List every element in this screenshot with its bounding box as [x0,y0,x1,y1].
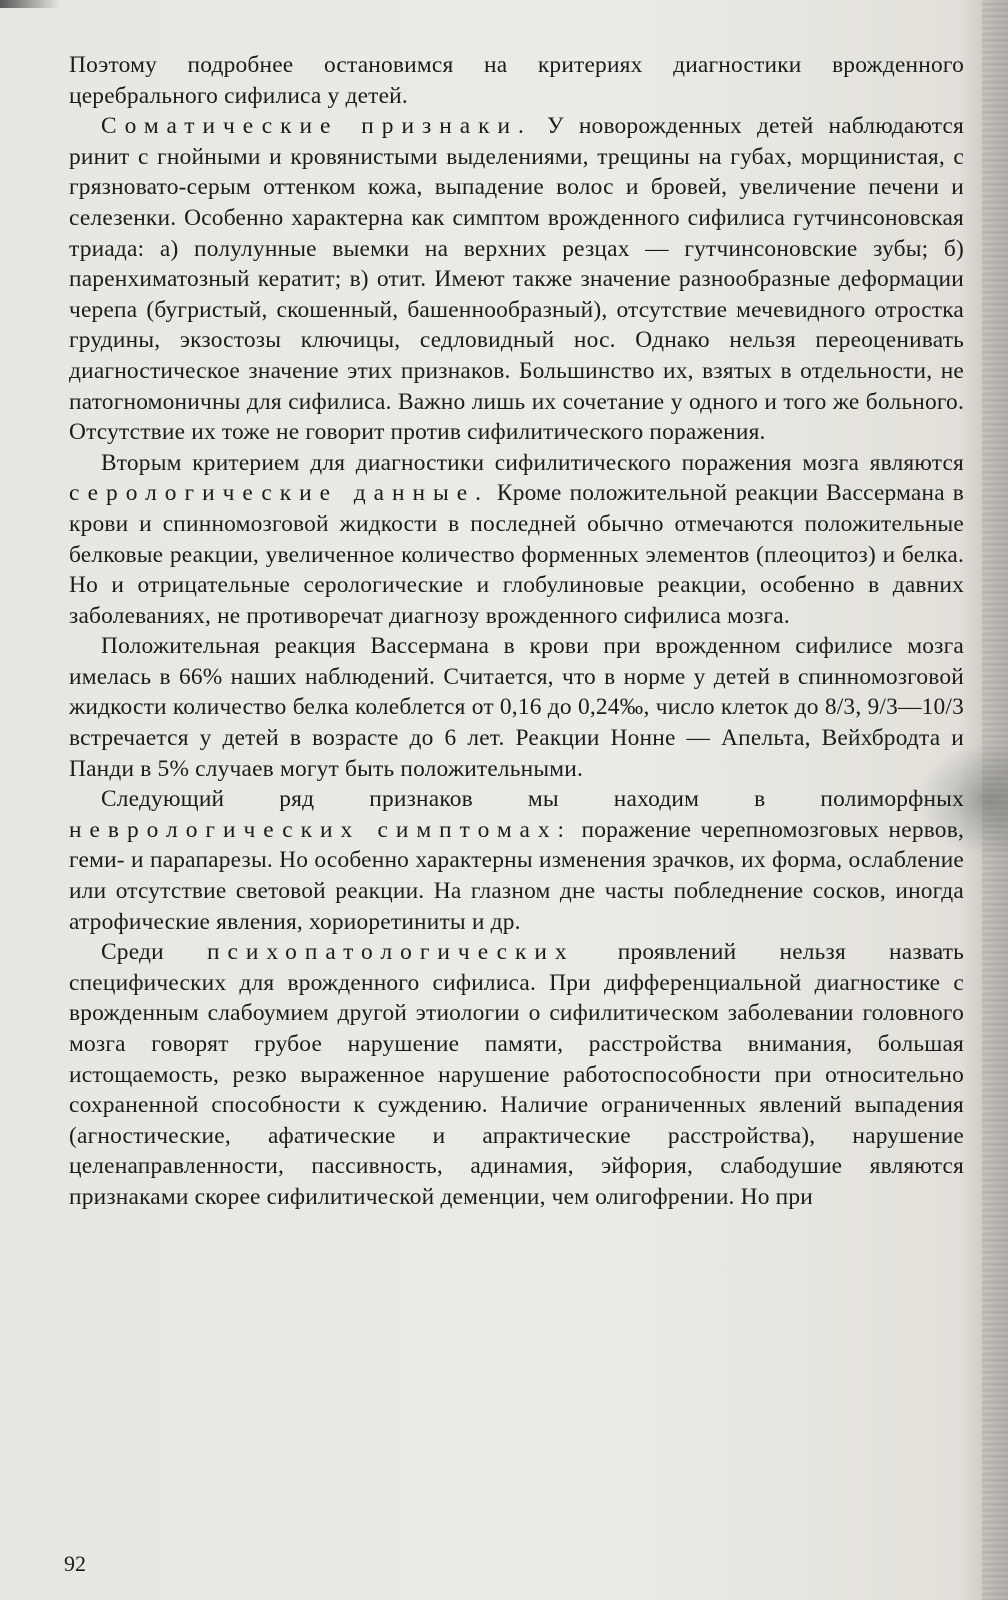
spaced-emphasis-text: неврологических симптомах: [69,816,573,843]
paragraph-text: Следующий ряд признаков мы находим в полиморфных [101,786,964,813]
spaced-emphasis-text: психопатологических [206,939,575,966]
paragraph [69,448,964,632]
paragraph [69,111,964,448]
paragraph-text: Среди [101,939,207,966]
paragraph-text: проявлений нельзя назвать специфических для врожденного сифилиса. При дифференциальной диагностике с врожденным слабоумием другой этиологии о сифилитическом заболевании головного мозга говорят грубое нарушение памяти, расстройства внимания, большая истощаемость, резко выраженное нарушение работоспособности при относительно сохраненной способности к суждению. Наличие ограниченных явлений выпадения (агностические, афатические и апрактические расстройства), нарушение целенаправленности, пассивность, адинамия, эйфория, слабодушие являются признаками скорее сифилитической деменции, чем олигофрении. Но при [69,939,964,1210]
spaced-emphasis-text: серологические данные. [69,480,489,507]
paragraph-text: Вторым критерием для диагностики сифилитического поражения мозга являются [101,449,964,476]
spaced-emphasis-text: Соматические признаки. [101,113,532,140]
paragraph-text: Положительная реакция Вассермана в крови при врожденном сифилисе мозга имелась в 66% наших наблюдений. Считается, что в норме у детей в спинномозговой жидкости количество белка колеблется от 0,16 до 0,24‰, число клеток до 8/3, 9/3—10/3 встречается у детей в возрасте до 6 лет. Реакции Нонне — Апельта, Вейхбродта и Панди в 5% случаев могут быть положительными. [69,633,964,782]
paragraph-text: Поэтому подробнее остановимся на критериях диагностики врожденного церебрального сифилиса у детей. [69,52,964,109]
paragraph [69,631,964,784]
body-text [69,50,964,1213]
paragraph-text: поражение черепномозговых нервов, геми- и парапарезы. Но особенно характерны изменения зрачков, их форма, ослабление или отсутствие световой реакции. На глазном дне часты побледнение сосков, иногда атрофические явления, хориоретиниты и др. [69,816,964,935]
scan-artifact-mark [0,0,60,8]
paragraph [69,784,964,937]
paragraph [69,937,964,1212]
page-number: 92 [64,1551,86,1576]
paragraph-text: Кроме положительной реакции Вассермана в крови и спинномозговой жидкости в последней обычно отмечаются положительные белковые реакции, увеличенное количество форменных элементов (плеоцитоз) и белка. Но и отрицательные серологические и глобулиновые реакции, особенно в давних заболеваниях, не противоречат диагнозу врожденного сифилиса мозга. [69,480,964,629]
paragraph-text: У новорожденных детей наблюдаются ринит с гнойными и кровянистыми выделениями, трещины на губах, морщинистая, с грязновато-серым оттенком кожа, выпадение волос и бровей, увеличение печени и селезенки. Особенно характерна как симптом врожденного сифилиса гутчинсоновская триада: а) полулунные выемки на верхних резцах — гутчинсоновские зубы; б) паренхиматозный кератит; в) отит. Имеют также значение разнообразные деформации черепа (бугристый, скошенный, башеннообразный), отсутствие мечевидного отростка грудины, экзостозы ключицы, седловидный нос. Однако нельзя переоценивать диагностическое значение этих признаков. Большинство их, взятых в отдельности, не патогномоничны для сифилиса. Важно лишь их сочетание у одного и того же больного. Отсутствие их тоже не говорит против сифилитического поражения. [69,113,964,446]
paragraph [69,50,964,111]
page-binding-edge [982,0,1008,1600]
